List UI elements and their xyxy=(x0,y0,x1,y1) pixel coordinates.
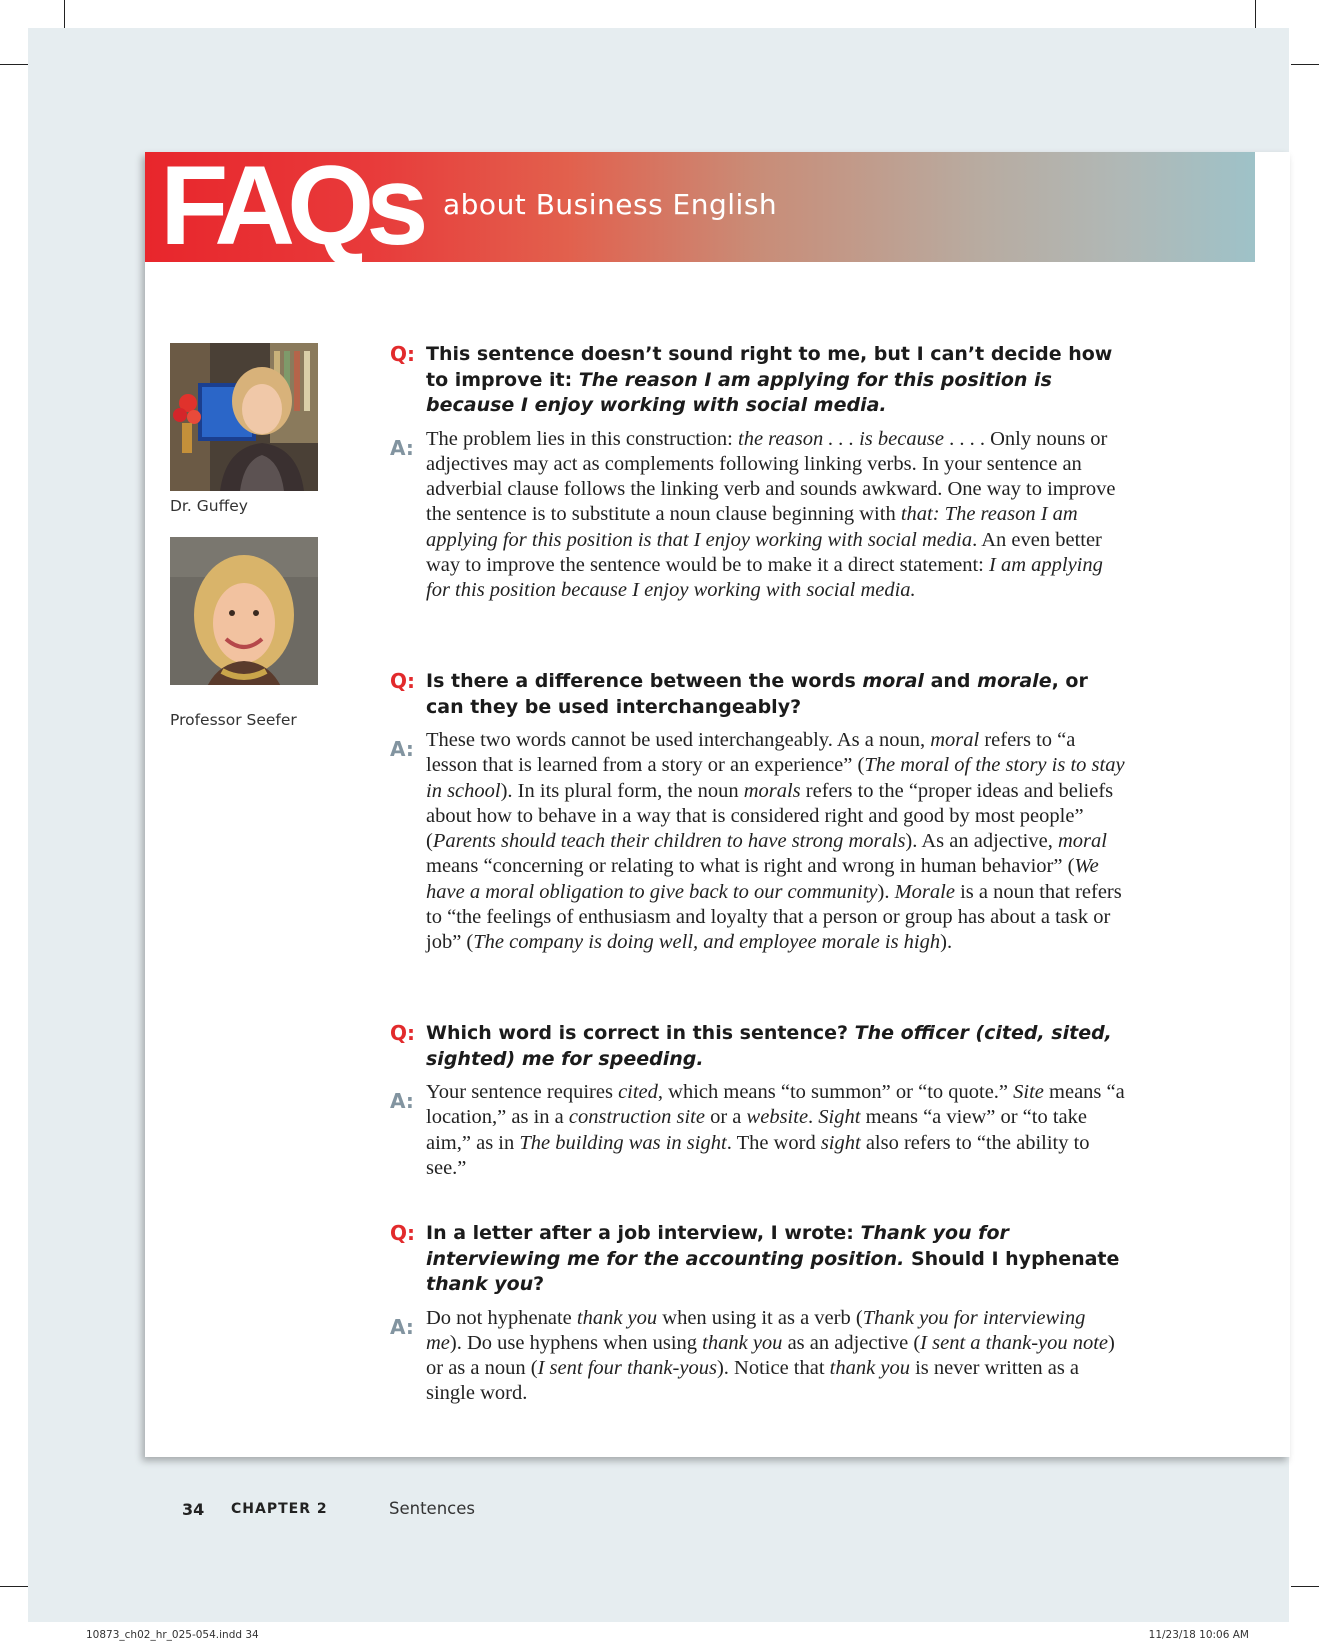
text-run: This sentence doesn’t sound right to me, but I can’t decide how to improve it: xyxy=(426,343,1113,391)
crop-mark xyxy=(64,0,65,28)
answer-marker: A: xyxy=(390,1089,414,1113)
italic-run: construction site xyxy=(568,1106,705,1129)
italic-run: website xyxy=(746,1106,809,1129)
text-run: The problem lies in this construction: xyxy=(426,427,739,450)
faq-question xyxy=(390,669,1125,720)
italic-run: The reason I am applying for this position is because I enjoy working with social media. xyxy=(426,368,1052,416)
faq-question xyxy=(390,342,1125,419)
italic-run: Morale xyxy=(894,880,955,903)
italic-run: sight xyxy=(820,1131,861,1154)
italic-run: cited xyxy=(618,1081,658,1103)
text-run: . . . . Only nouns or adjectives may act as complements following linking verbs. In your sentence an adverbial clause follows the linking verb and sounds awkward. One way to improve the sentence is to substitute a noun clause beginning with xyxy=(426,427,1116,526)
italic-run: We have a moral obligation to give back to our community xyxy=(426,855,1099,903)
answer-marker: A: xyxy=(390,1314,414,1339)
faqs-subtitle: about Business English xyxy=(443,188,778,221)
question-marker: Q: xyxy=(390,669,415,693)
text-run: . The word xyxy=(726,1131,821,1154)
faq-question xyxy=(390,1221,1125,1298)
text-run: ). As an adjective, xyxy=(905,830,1058,853)
text-run: ). xyxy=(940,931,953,954)
text-run: when using it as a verb ( xyxy=(657,1306,863,1329)
italic-run: I am applying for this position because I enjoy working with social media. xyxy=(426,553,1103,602)
faq-item xyxy=(390,669,1125,956)
question-text xyxy=(426,669,1125,720)
caption-professor-seefer: Professor Seefer xyxy=(170,711,297,729)
text-run: Should I hyphenate xyxy=(904,1247,1120,1270)
italic-run: The company is doing well, and employee morale is high xyxy=(473,931,941,954)
faq-answer xyxy=(390,1306,1125,1407)
faq-item xyxy=(390,1221,1125,1407)
text-run: Which word is correct in this sentence? xyxy=(426,1022,855,1044)
italic-run: Sight xyxy=(818,1106,861,1129)
text-run: Your sentence requires xyxy=(426,1081,619,1103)
italic-run: moral xyxy=(1057,830,1107,853)
text-run: . An even better way to improve the sentence would be to make it a direct statement: xyxy=(426,528,1102,576)
italic-run: I sent four thank-yous xyxy=(537,1357,717,1380)
faq-item xyxy=(390,1021,1125,1181)
text-run: also refers to “the ability to see.” xyxy=(426,1131,1090,1179)
italic-run: moral xyxy=(930,729,980,751)
answer-text xyxy=(426,728,1125,956)
faq-answer xyxy=(390,728,1125,956)
italic-run: thank you xyxy=(829,1357,910,1380)
crop-mark xyxy=(1291,1586,1319,1587)
faqs-title: FAQs xyxy=(160,143,421,268)
text-run: means “a view” or “to take aim,” as in xyxy=(426,1106,1087,1154)
crop-mark xyxy=(0,1586,28,1587)
text-run: refers to the “proper ideas and beliefs about how to behave in a way that is considered right and good by most people” ( xyxy=(426,779,1114,853)
text-run: ). Do use hyphens when using xyxy=(449,1331,703,1354)
italic-run: moral xyxy=(862,670,924,692)
answer-text xyxy=(426,427,1125,604)
question-text xyxy=(426,1021,1125,1072)
slug-timestamp: 11/23/18 10:06 AM xyxy=(1148,1629,1249,1641)
question-marker: Q: xyxy=(390,342,415,366)
italic-run: Site xyxy=(1013,1081,1044,1103)
text-run: means “concerning or relating to what is right and wrong in human behavior” ( xyxy=(426,855,1075,878)
italic-run: thank you xyxy=(426,1273,534,1295)
italic-run: morale xyxy=(977,670,1052,692)
text-run: ? xyxy=(533,1273,545,1295)
crop-mark xyxy=(1291,64,1319,65)
section-label: Sentences xyxy=(389,1499,475,1518)
italic-run: thank you xyxy=(576,1306,658,1329)
italic-run: The building was in sight xyxy=(519,1131,727,1154)
text-run: is a noun that refers to “the feelings of enthusiasm and loyalty that a person or group has about a task or job” ( xyxy=(426,880,1122,954)
question-marker: Q: xyxy=(390,1221,415,1245)
italic-run: I sent a thank-you note xyxy=(920,1331,1109,1354)
italic-run: Thank you for interviewing me xyxy=(426,1306,1086,1354)
question-text xyxy=(426,342,1125,419)
italic-run: thank you xyxy=(702,1331,783,1354)
crop-mark xyxy=(1255,0,1256,28)
text-run: is never written as a single word. xyxy=(426,1357,1080,1405)
italic-run: Parents should teach their children to have strong morals xyxy=(432,830,906,853)
text-run: refers to “a lesson that is learned from a story or an experience” ( xyxy=(426,729,1076,777)
faq-question xyxy=(390,1021,1125,1072)
caption-dr-guffey: Dr. Guffey xyxy=(170,497,248,515)
italic-run: Thank you for interviewing me for the accounting position. xyxy=(426,1222,1009,1270)
text-run: ). xyxy=(877,880,895,903)
photo-professor-seefer xyxy=(170,537,318,685)
question-text xyxy=(426,1221,1125,1298)
italic-run: the reason . . . is because xyxy=(738,427,944,450)
text-run: , or can they be used interchangeably? xyxy=(426,670,1088,718)
italic-run: that: The reason I am applying for this position is that I enjoy working with social media xyxy=(426,503,1078,551)
text-run: , which means “to summon” or “to quote.” xyxy=(657,1081,1014,1103)
answer-marker: A: xyxy=(390,435,414,460)
text-run: or a xyxy=(704,1106,747,1129)
answer-text xyxy=(426,1080,1125,1181)
italic-run: The officer (cited, sited, sighted) me for speeding. xyxy=(426,1022,1112,1070)
slug-filename: 10873_ch02_hr_025-054.indd 34 xyxy=(86,1629,259,1641)
crop-mark xyxy=(0,64,28,65)
text-run: In a letter after a job interview, I wrote: xyxy=(426,1222,861,1244)
text-run: as an adjective ( xyxy=(782,1331,921,1354)
text-run: ). In its plural form, the noun xyxy=(500,779,744,802)
text-run: ). Notice that xyxy=(716,1357,830,1380)
faq-answer xyxy=(390,427,1125,604)
text-run: . xyxy=(808,1106,819,1129)
photo-dr-guffey xyxy=(170,343,318,491)
question-marker: Q: xyxy=(390,1021,415,1045)
answer-marker: A: xyxy=(390,737,414,761)
text-run: ) or as a noun ( xyxy=(426,1331,1115,1380)
italic-run: The moral of the story is to stay in school xyxy=(426,754,1125,802)
text-run: Is there a difference between the words xyxy=(426,670,863,692)
faq-answer xyxy=(390,1080,1125,1181)
text-run: and xyxy=(923,670,978,692)
text-run: Do not hyphenate xyxy=(426,1306,577,1329)
text-run: means “a location,” as in a xyxy=(426,1081,1125,1129)
italic-run: morals xyxy=(743,779,801,802)
faq-item xyxy=(390,342,1125,604)
chapter-label: CHAPTER 2 xyxy=(231,1501,328,1517)
answer-text xyxy=(426,1306,1125,1407)
text-run: These two words cannot be used interchangeably. As a noun, xyxy=(426,729,931,751)
page-number: 34 xyxy=(182,1500,205,1519)
